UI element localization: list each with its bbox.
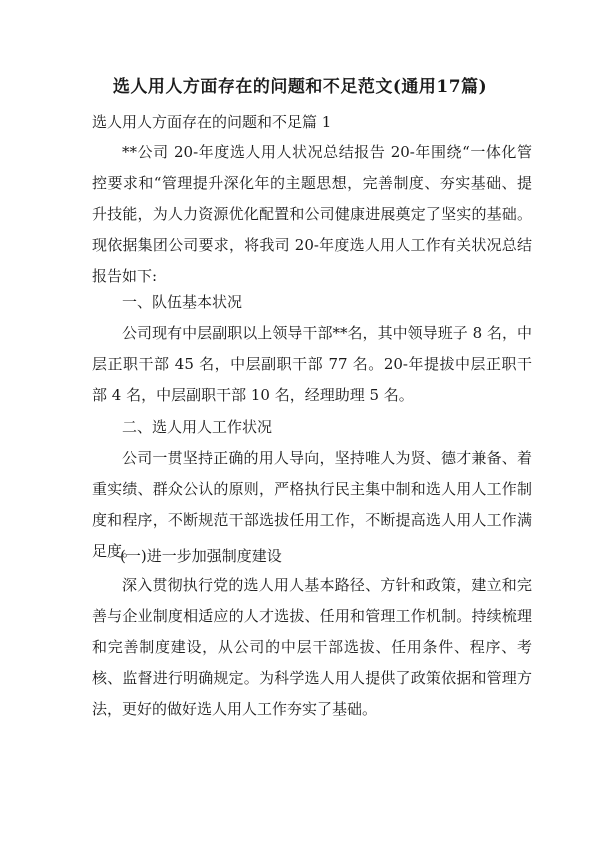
paragraph-team-status: 公司现有中层副职以上领导干部**名，其中领导班子 8 名，中层正职干部 45 名，中层副职干部 77 名。20-年提拔中层正职干部 4 名，中层副职干部 10 名，经理助理 5 名。 bbox=[92, 324, 532, 404]
document-title: 选人用人方面存在的问题和不足范文(通用17篇) bbox=[112, 77, 488, 97]
section-heading-team-status: 一、队伍基本状况 bbox=[122, 293, 243, 311]
subsection-heading-system-building: (一)进一步加强制度建设 bbox=[120, 547, 282, 565]
section-heading-work-status: 二、选人用人工作状况 bbox=[122, 418, 273, 436]
paragraph-system-building: 深入贯彻执行党的选人用人基本路径、方针和政策，建立和完善与企业制度相适应的人才选拔、任用和管理工作机制。持续梳理和完善制度建设，从公司的中层干部选拔、任用条件、程序、考核、监督进行明确规定。为科学选人用人提供了政策依据和管理方法，更好的做好选人用人工作夯实了基础。 bbox=[92, 576, 532, 718]
paragraph-intro: **公司 20-年度选人用人状况总结报告 20-年围绕“一体化管控要求和“管理提升深化年的主题思想，完善制度、夯实基础、提升技能，为人力资源优化配置和公司健康进展奠定了坚实的基础。现依据集团公司要求，将我司 20-年度选人用人工作有关状况总结报告如下: bbox=[92, 143, 532, 285]
document-subtitle: 选人用人方面存在的问题和不足篇 1 bbox=[92, 113, 332, 131]
paragraph-work-status: 公司一贯坚持正确的用人导向，坚持唯人为贤、德才兼备、着重实绩、群众公认的原则，严格执行民主集中制和选人用人工作制度和程序，不断规范干部选拔任用工作，不断提高选人用人工作满足度。 bbox=[92, 449, 532, 560]
